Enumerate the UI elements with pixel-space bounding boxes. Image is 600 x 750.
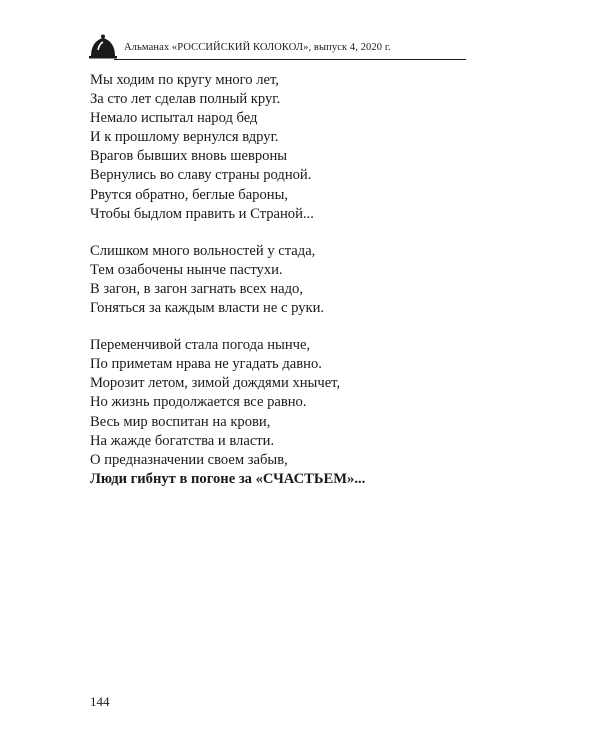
stanza-2	[90, 242, 530, 318]
poem-line: За сто лет сделав полный круг.	[90, 91, 281, 108]
poem-line: Мы ходим по кругу много лет,	[90, 72, 279, 88]
page-number: 144	[90, 694, 110, 709]
poem-line: Рвутся обратно, беглые бароны,	[90, 186, 289, 203]
poem-line: Чтобы быдлом править и Страной...	[90, 205, 314, 222]
poem-body	[90, 71, 530, 507]
poem-line: По приметам нрава не угадать давно.	[90, 356, 322, 373]
poem-line: Морозит летом, зимой дождями хнычет,	[90, 375, 341, 392]
poem-line: О предназначении своем забыв,	[90, 451, 288, 468]
running-title: Альманах «РОССИЙСКИЙ КОЛОКОЛ», выпуск 4, 2020 г.	[124, 42, 391, 53]
poem-line: В загон, в загон загнать всех надо,	[90, 280, 303, 297]
running-header	[86, 30, 466, 64]
stanza-1	[90, 71, 530, 224]
header-divider	[114, 59, 466, 60]
poem-line: И к прошлому вернулся вдруг.	[90, 129, 279, 146]
poem-line: Слишком много вольностей у стада,	[90, 242, 316, 259]
poem-line: Вернулись во славу страны родной.	[90, 167, 312, 184]
stanza-3	[90, 336, 530, 489]
poem-line: Врагов бывших вновь шевроны	[90, 148, 288, 165]
poem-line: Немало испытал народ бед	[90, 110, 258, 127]
poem-line: Гоняться за каждым власти не с руки.	[90, 300, 325, 317]
poem-line: Тем озабочены нынче пастухи.	[90, 261, 283, 278]
poem-line: Весь мир воспитан на крови,	[90, 413, 271, 430]
poem-line: Но жизнь продолжается все равно.	[90, 394, 307, 411]
poem-line: Переменчивой стала погода нынче,	[90, 337, 311, 354]
poem-final-bold-line: Люди гибнут в погоне за «СЧАСТЬЕМ»...	[90, 470, 366, 487]
poem-line: На жажде богатства и власти.	[90, 432, 275, 449]
